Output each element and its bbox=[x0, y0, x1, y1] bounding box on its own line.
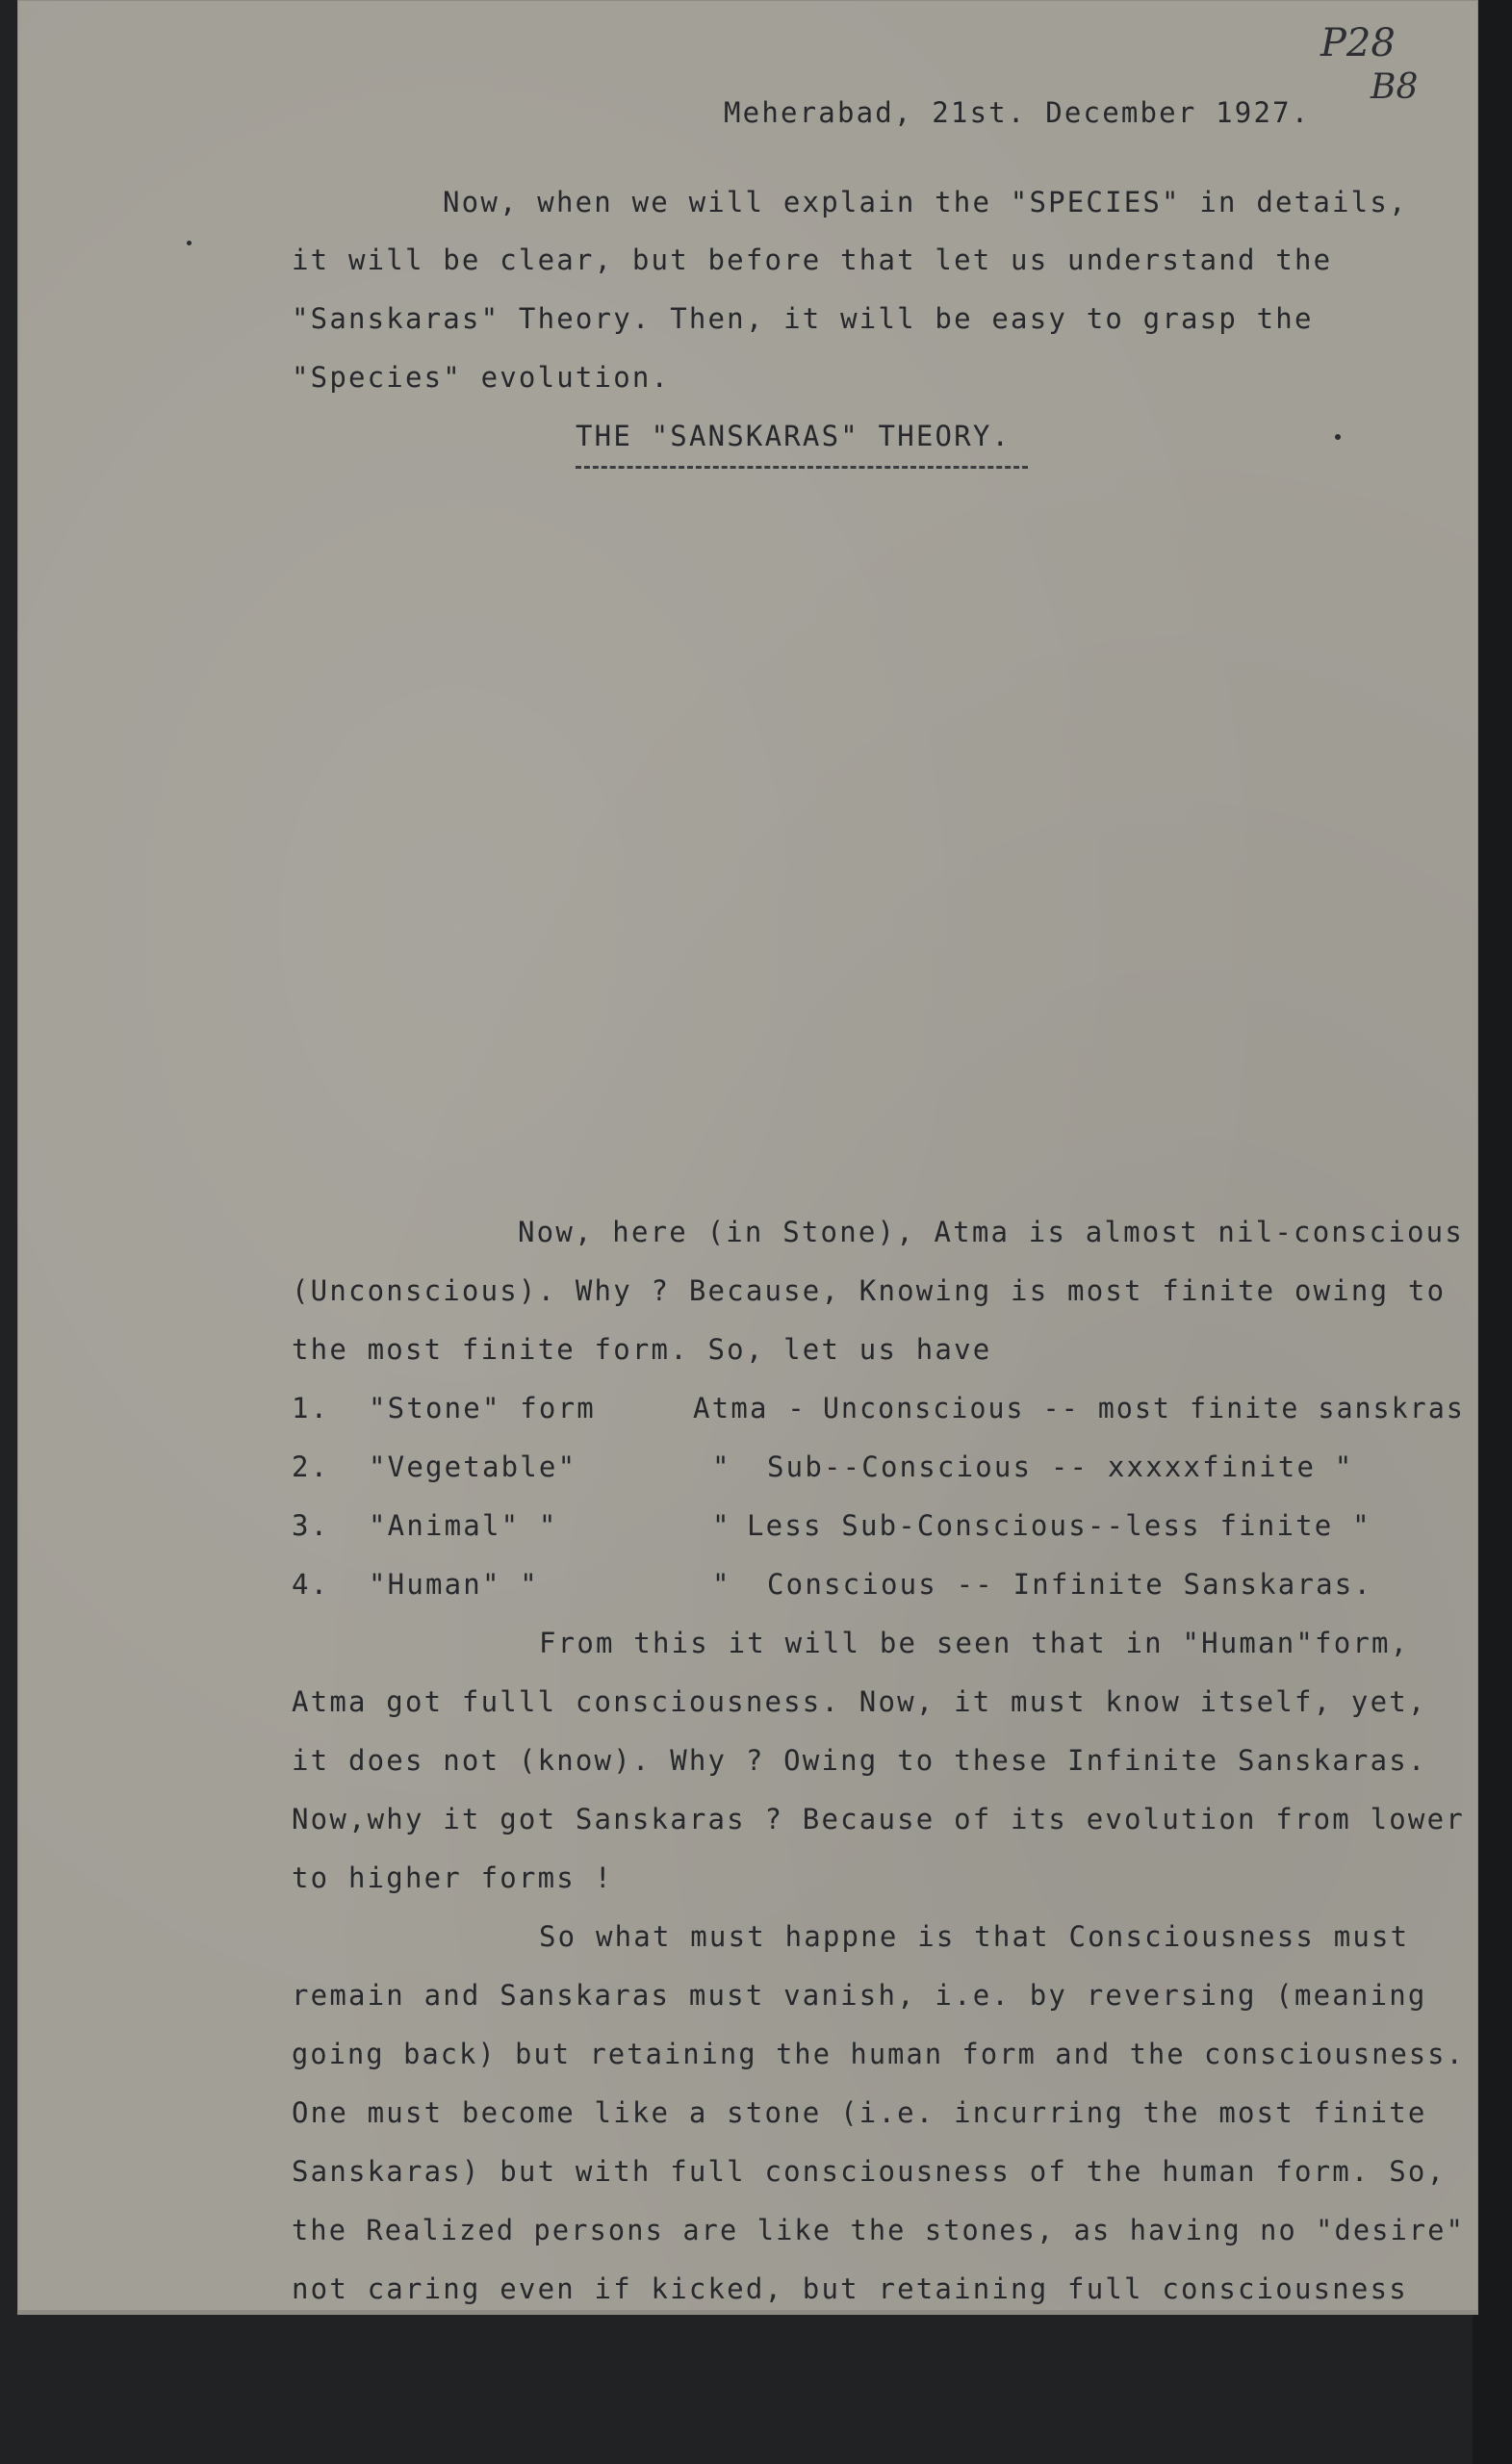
stray-dot bbox=[1335, 434, 1341, 440]
section-heading: THE "SANSKARAS" THEORY. bbox=[576, 420, 1012, 452]
heading-underline bbox=[576, 466, 1028, 469]
list-form: "Animal" " bbox=[369, 1509, 558, 1542]
para4-line1: So what must happne is that Consciousness must bbox=[539, 1920, 1410, 1953]
para3-line1: From this it will be seen that in "Human"form, bbox=[539, 1627, 1410, 1659]
list-description: Less Sub-Conscious--less finite " bbox=[747, 1509, 1371, 1542]
list-number: 2. bbox=[292, 1450, 330, 1483]
para3-line4: Now,why it got Sanskaras ? Because of its evolution from lower bbox=[292, 1803, 1465, 1835]
list-description: Conscious -- Infinite Sanskaras. bbox=[767, 1568, 1373, 1601]
para4-line7: not caring even if kicked, but retaining full consciousness bbox=[292, 2272, 1408, 2305]
para3-line5: to higher forms ! bbox=[292, 1861, 614, 1894]
list-atma: " bbox=[712, 1450, 731, 1483]
list-atma: " bbox=[712, 1509, 731, 1542]
list-form: "Human" " bbox=[369, 1568, 539, 1601]
para2-line2: (Unconscious). Why ? Because, Knowing is most finite owing to bbox=[292, 1274, 1447, 1307]
list-number: 3. bbox=[292, 1509, 330, 1542]
para2-line1: Now, here (in Stone), Atma is almost nil-conscious bbox=[518, 1216, 1464, 1248]
para4-line2: remain and Sanskaras must vanish, i.e. by reversing (meaning bbox=[292, 1979, 1427, 2012]
para4-line5: Sanskaras) but with full consciousness of the human form. So, bbox=[292, 2155, 1447, 2188]
page-bottom-edge bbox=[17, 2310, 1478, 2314]
para3-line2: Atma got fulll consciousness. Now, it must know itself, yet, bbox=[292, 1685, 1427, 1718]
para1-line3: "Sanskaras" Theory. Then, it will be easy to grasp the bbox=[292, 302, 1314, 335]
para1-line4: "Species" evolution. bbox=[292, 361, 671, 394]
scan-backdrop bbox=[1473, 0, 1512, 2464]
list-description: Sub--Conscious -- xxxxxfinite " bbox=[767, 1450, 1354, 1483]
corner-note: B8 bbox=[1371, 67, 1419, 107]
para4-line4: One must become like a stone (i.e. incurring the most finite bbox=[292, 2096, 1427, 2129]
para2-line3: the most finite form. So, let us have bbox=[292, 1333, 992, 1366]
typed-page bbox=[17, 0, 1478, 2315]
date-line: Meherabad, 21st. December 1927. bbox=[724, 96, 1311, 129]
para4-line6: the Realized persons are like the stones, as having no "desire" bbox=[292, 2214, 1465, 2246]
para1-line2: it will be clear, but before that let us understand the bbox=[292, 244, 1333, 276]
list-atma: Atma - bbox=[693, 1392, 807, 1424]
list-atma: " bbox=[712, 1568, 731, 1601]
list-description: Unconscious -- most finite sanskras bbox=[823, 1392, 1465, 1424]
para4-line3: going back) but retaining the human form and the consciousness. bbox=[292, 2038, 1465, 2070]
list-number: 1. bbox=[292, 1392, 330, 1424]
list-form: "Stone" form bbox=[369, 1392, 596, 1424]
para3-line3: it does not (know). Why ? Owing to these Infinite Sanskaras. bbox=[292, 1744, 1427, 1777]
corner-page-number: P28 bbox=[1320, 21, 1396, 65]
list-number: 4. bbox=[292, 1568, 330, 1601]
para1-line1: Now, when we will explain the "SPECIES" in details, bbox=[443, 186, 1408, 218]
stray-mark bbox=[187, 241, 192, 245]
list-form: "Vegetable" bbox=[369, 1450, 577, 1483]
